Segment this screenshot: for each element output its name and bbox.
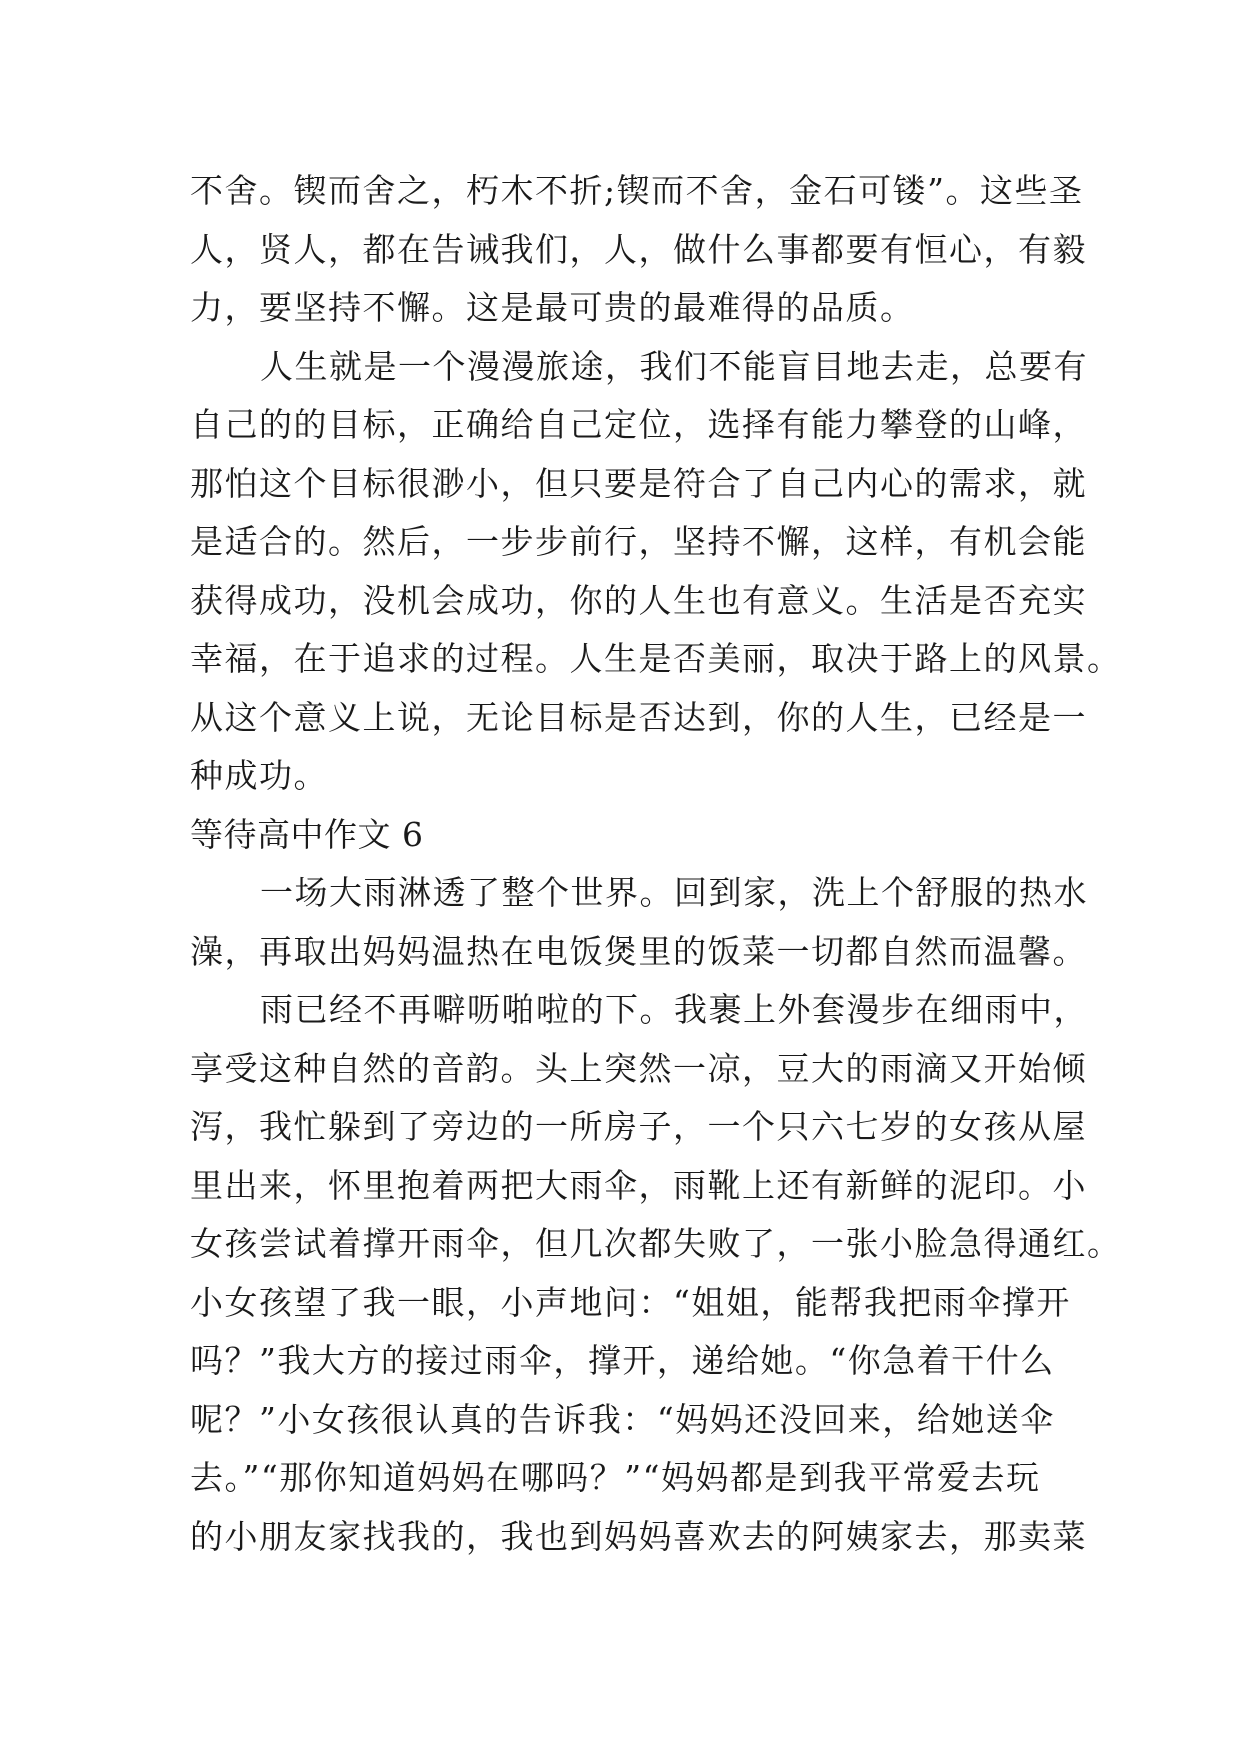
text-line: 呢？”小女孩很认真的告诉我：“妈妈还没回来，给她送伞 [190, 1399, 1055, 1439]
text-line: 里出来，怀里抱着两把大雨伞，雨靴上还有新鲜的泥印。小 [190, 1165, 1087, 1205]
text-line: 从这个意义上说，无论目标是否达到，你的人生，已经是一 [190, 697, 1087, 737]
paragraph-start-line: 人生就是一个漫漫旅途，我们不能盲目地去走，总要有 [260, 346, 1088, 386]
text-line: 享受这种自然的音韵。头上突然一凉，豆大的雨滴又开始倾 [190, 1048, 1087, 1088]
paragraph-start-line: 雨已经不再噼呖啪啦的下。我裹上外套漫步在细雨中， [260, 990, 1088, 1029]
text-line: 吗？”我大方的接过雨伞，撑开，递给她。“你急着干什么 [190, 1341, 1055, 1380]
text-line: 幸福，在于追求的过程。人生是否美丽，取决于路上的风景。 [190, 639, 1122, 678]
text-line: 种成功。 [190, 756, 328, 795]
text-line: 那怕这个目标很渺小，但只要是符合了自己内心的需求，就 [190, 463, 1087, 503]
text-line: 去。”“那你知道妈妈在哪吗？”“妈妈都是到我平常爱去玩 [190, 1458, 1041, 1497]
text-line: 澡，再取出妈妈温热在电饭煲里的饭菜一切都自然而温馨。 [190, 931, 1087, 971]
text-line: 的小朋友家找我的，我也到妈妈喜欢去的阿姨家去，那卖菜 [190, 1516, 1087, 1556]
text-line: 力，要坚持不懈。这是最可贵的最难得的品质。 [190, 288, 915, 327]
document-body [190, 162, 1122, 1566]
text-line: 是适合的。然后，一步步前行，坚持不懈，这样，有机会能 [190, 522, 1087, 561]
text-line: 人，贤人，都在告诫我们，人，做什么事都要有恒心，有毅 [190, 229, 1087, 269]
section-heading: 等待高中作文 6 [190, 814, 424, 854]
text-line: 女孩尝试着撑开雨伞，但几次都失败了，一张小脸急得通红。 [190, 1224, 1122, 1263]
text-line: 获得成功，没机会成功，你的人生也有意义。生活是否充实 [190, 580, 1087, 620]
text-line: 小女孩望了我一眼，小声地问：“姐姐，能帮我把雨伞撑开 [190, 1282, 1071, 1322]
text-line: 不舍。锲而舍之，朽木不折;锲而不舍，金石可镂”。这些圣 [190, 171, 1084, 210]
text-line: 自己的的目标，正确给自己定位，选择有能力攀登的山峰， [190, 405, 1087, 444]
text-line: 泻，我忙躲到了旁边的一所房子，一个只六七岁的女孩从屋 [190, 1107, 1087, 1146]
paragraph-start-line: 一场大雨淋透了整个世界。回到家，洗上个舒服的热水 [260, 873, 1088, 912]
